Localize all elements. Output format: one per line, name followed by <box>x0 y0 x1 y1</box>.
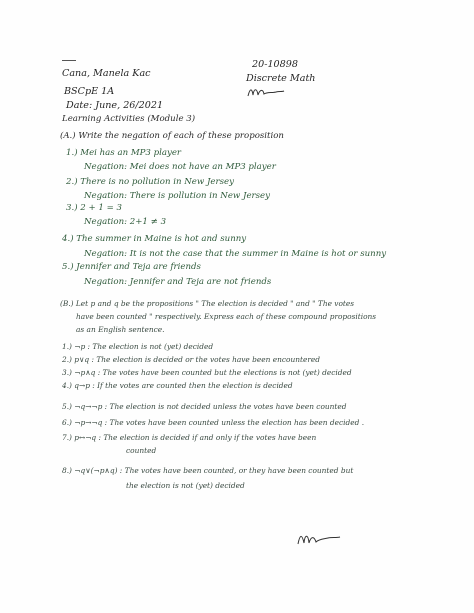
part-b-answer-8: 8.) ¬q∨(¬p∧q) : The votes have been counted, or they have been counted but <box>62 466 354 475</box>
part-b-answer-1: 1.) ¬p : The election is not (yet) decided <box>62 342 214 351</box>
part-a-negation-5: Negation: Jennifer and Teja are not friends <box>84 277 272 287</box>
part-b-answer-2: 2.) p∨q : The election is decided or the votes have been encountered <box>62 355 320 364</box>
part-a-negation-1: Negation: Mei does not have an MP3 player <box>84 162 276 172</box>
part-a-negation-4: Negation: It is not the case that the summer in Maine is hot or sunny <box>84 249 387 259</box>
part-b-instruction-1: (B.) Let p and q be the propositions " The election is decided " and " The votes <box>60 299 355 308</box>
part-a-instruction: (A.) Write the negation of each of these proposition <box>60 131 284 141</box>
student-id: 20-10898 <box>252 59 298 70</box>
part-b-instruction-3: as an English sentence. <box>76 325 165 334</box>
pen-mark <box>62 60 76 61</box>
part-b-answer-4: 4.) q→p : If the votes are counted then the election is decided <box>62 381 293 390</box>
part-a-negation-3: Negation: 2+1 ≠ 3 <box>84 217 167 227</box>
part-b-answer-6: 6.) ¬p→¬q : The votes have been counted unless the election has been decided . <box>62 418 365 427</box>
activity-title: Learning Activities (Module 3) <box>62 114 196 124</box>
part-a-item-3: 3.) 2 + 1 = 3 <box>66 203 123 213</box>
course-name: Discrete Math <box>246 73 316 84</box>
submission-date: Date: June, 26/2021 <box>66 100 164 111</box>
part-a-item-4: 4.) The summer in Maine is hot and sunny <box>62 234 247 244</box>
part-b-answer-3: 3.) ¬p∧q : The votes have been counted but the elections is not (yet) decided <box>62 368 352 377</box>
part-b-answer-5: 5.) ¬q→¬p : The election is not decided unless the votes have been counted <box>62 402 347 411</box>
part-b-answer-8-cont: the election is not (yet) decided <box>126 481 245 490</box>
footer-signature <box>296 528 342 548</box>
part-b-answer-7: 7.) p↔¬q : The election is decided if and only if the votes have been <box>62 433 317 442</box>
part-a-item-5: 5.) Jennifer and Teja are friends <box>62 262 201 272</box>
part-a-item-2: 2.) There is no pollution in New Jersey <box>66 177 234 187</box>
part-b-answer-7-cont: counted <box>126 446 157 455</box>
header-signature <box>246 84 286 100</box>
part-b-instruction-2: have been counted " respectively. Express each of these compound propositions <box>76 312 377 321</box>
part-a-negation-2: Negation: There is pollution in New Jersey <box>84 191 270 201</box>
student-section: BSCpE 1A <box>64 86 115 97</box>
student-name: Cana, Manela Kac <box>62 68 151 79</box>
part-a-item-1: 1.) Mei has an MP3 player <box>66 148 182 158</box>
